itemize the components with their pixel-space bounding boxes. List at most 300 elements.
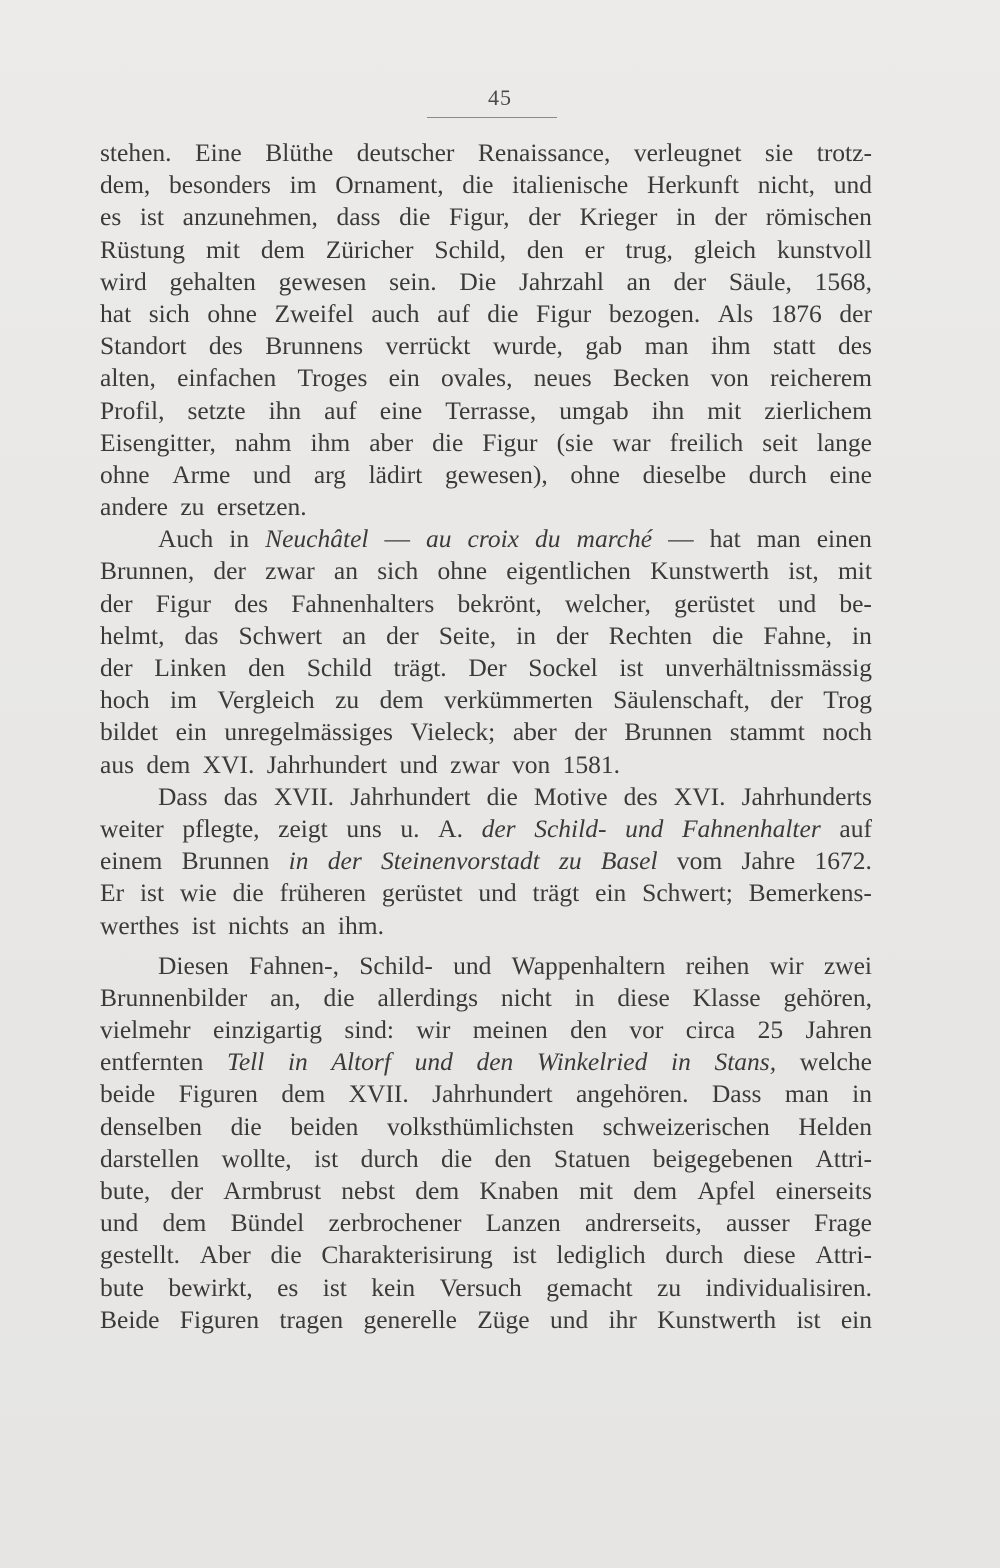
- word: Jahrzahl: [518, 266, 604, 296]
- word: ohne: [570, 459, 620, 489]
- word: angehören.: [575, 1079, 689, 1109]
- word: hat: [100, 298, 132, 328]
- text-line: [100, 555, 872, 587]
- word: ovales,: [440, 363, 513, 393]
- word: italienische: [512, 170, 629, 200]
- text-line: [100, 1272, 872, 1304]
- text-line: [100, 1175, 872, 1207]
- word: war: [612, 427, 651, 457]
- word: Brunnen: [181, 846, 270, 876]
- word: die: [270, 1240, 302, 1270]
- word: an: [333, 556, 358, 586]
- word: entfernten: [100, 1047, 204, 1077]
- word: in: [675, 202, 696, 232]
- text-line: [100, 620, 872, 652]
- word: zwar: [265, 556, 315, 586]
- word: und: [625, 813, 664, 843]
- word: XVII.: [348, 1079, 409, 1109]
- text-line: [100, 459, 872, 491]
- text-line: [100, 910, 872, 942]
- text-line: [100, 298, 872, 330]
- word: 1581.: [562, 749, 621, 779]
- word: Figur,: [448, 202, 510, 232]
- word: Rechten: [608, 620, 693, 650]
- word: ist: [796, 1304, 821, 1334]
- word: dem: [146, 749, 191, 779]
- word: Trog: [823, 685, 872, 715]
- word: zeigt: [278, 813, 328, 843]
- word: die: [462, 170, 494, 200]
- word: ihn: [651, 395, 685, 425]
- word: be-: [839, 588, 872, 618]
- word: —: [384, 524, 411, 554]
- word: die: [441, 1143, 473, 1173]
- word: Aber: [199, 1240, 251, 1270]
- word: Dass: [711, 1079, 762, 1109]
- word: dieselbe: [642, 459, 727, 489]
- word: ist: [139, 202, 164, 232]
- word: zierlichem: [764, 395, 872, 425]
- word: ihm: [710, 331, 751, 361]
- word: an,: [270, 982, 301, 1012]
- word: sie: [764, 138, 794, 167]
- word: Züricher: [325, 234, 414, 264]
- word: an: [342, 620, 367, 650]
- word: freilich: [669, 427, 744, 457]
- word: der: [574, 717, 607, 747]
- word: (sie: [556, 427, 594, 457]
- text-line: [100, 201, 872, 233]
- word: Figur: [536, 298, 592, 328]
- word: XVI.: [673, 781, 726, 811]
- word: Blüthe: [265, 138, 334, 167]
- word: gab: [585, 331, 623, 361]
- word: es: [100, 202, 122, 232]
- word: eine: [379, 395, 423, 425]
- word: Profil,: [100, 395, 165, 425]
- word: des: [623, 781, 658, 811]
- word: und: [478, 878, 517, 908]
- word: gleich: [693, 234, 757, 264]
- text-line: [100, 330, 872, 362]
- word: kein: [371, 1272, 416, 1302]
- word: deutscher: [356, 138, 455, 167]
- word: setzte: [187, 395, 246, 425]
- word: stehen.: [100, 138, 172, 167]
- word: Auch: [158, 524, 214, 554]
- word: Brunnenbilder: [100, 982, 248, 1012]
- word: wurde,: [492, 331, 563, 361]
- word: den: [526, 234, 564, 264]
- word: der: [100, 588, 133, 618]
- word: nicht: [500, 982, 552, 1012]
- text-line: [100, 1078, 872, 1110]
- word: Seite,: [438, 620, 497, 650]
- word: zwei: [823, 950, 872, 980]
- word: ein: [175, 717, 207, 747]
- word: sein.: [389, 266, 437, 296]
- word: ihr: [608, 1304, 637, 1334]
- word: Kunstwerth: [657, 1304, 777, 1334]
- word: hoch: [100, 685, 150, 715]
- text-line: [100, 1207, 872, 1239]
- word: auf: [324, 395, 357, 425]
- word: uns: [346, 813, 382, 843]
- word: Säulenschaft,: [613, 685, 750, 715]
- word: der: [386, 620, 419, 650]
- word: umgab: [559, 395, 629, 425]
- word: andrerseits,: [584, 1208, 702, 1238]
- text-line: [100, 1046, 872, 1078]
- word: den: [248, 653, 285, 682]
- word: dem: [379, 685, 424, 715]
- word: an: [301, 910, 326, 940]
- text-line: [100, 1304, 872, 1336]
- word: Altorf: [331, 1047, 391, 1077]
- word: bezogen.: [608, 298, 701, 328]
- word: Dass: [158, 781, 208, 811]
- text-line: [100, 950, 872, 982]
- word: von: [710, 363, 749, 393]
- word: welche: [799, 1047, 872, 1077]
- word: sich: [148, 298, 190, 328]
- text-line: [100, 716, 872, 748]
- word: mit: [707, 395, 742, 425]
- word: ist: [191, 910, 216, 940]
- body-text: [100, 137, 872, 1336]
- word: ohne: [437, 556, 488, 586]
- text-line: [100, 395, 872, 427]
- text-line: [100, 362, 872, 394]
- word: Basel: [600, 846, 658, 876]
- word: Jahrhundert: [350, 781, 471, 811]
- word: beigegebenen: [652, 1143, 793, 1173]
- word: durch: [748, 459, 807, 489]
- word: XVII.: [273, 781, 335, 811]
- word: ihn: [268, 395, 302, 425]
- word: zu: [558, 846, 582, 876]
- word: und: [399, 749, 438, 779]
- word: der: [100, 653, 133, 682]
- word: ein: [388, 363, 420, 393]
- word: gehalten: [169, 266, 256, 296]
- word: individualisiren.: [705, 1272, 872, 1302]
- word: der: [327, 846, 362, 876]
- word: gerüstet: [674, 588, 755, 618]
- word: Jahrhundert: [266, 749, 388, 779]
- text-line: [100, 652, 872, 684]
- text-line: [100, 427, 872, 459]
- word: Linken: [154, 653, 227, 682]
- word: man: [756, 524, 801, 554]
- word: der: [770, 685, 803, 715]
- word: Jahren: [805, 1015, 872, 1045]
- word: ersetzen.: [216, 492, 307, 522]
- word: dem: [162, 1208, 207, 1238]
- word: wird: [100, 266, 147, 296]
- word: Neuchâtel: [265, 524, 369, 554]
- word: diese: [617, 982, 670, 1012]
- word: schweizerischen: [602, 1111, 770, 1141]
- word: sich: [377, 556, 419, 586]
- word: und: [100, 1208, 139, 1238]
- word: es: [277, 1272, 299, 1302]
- word: das: [223, 781, 258, 811]
- word: aber: [369, 427, 414, 457]
- word: XVI.: [202, 749, 255, 779]
- word: 1672.: [814, 846, 872, 876]
- word: Eine: [195, 138, 242, 167]
- word: du: [535, 524, 561, 554]
- word: in: [516, 620, 536, 650]
- word: eine: [829, 459, 872, 489]
- word: der: [170, 1176, 204, 1205]
- word: Armbrust: [223, 1176, 322, 1205]
- word: früheren: [279, 878, 366, 908]
- paragraph: [100, 523, 872, 781]
- word: in: [288, 846, 309, 876]
- word: nahm: [234, 427, 292, 457]
- word: Herkunft: [646, 170, 739, 200]
- word: die: [432, 427, 464, 457]
- word: Züge: [477, 1304, 530, 1334]
- word: ist: [322, 1272, 347, 1302]
- word: beide: [100, 1079, 156, 1109]
- word: u.: [400, 813, 420, 843]
- word: Krieger: [579, 202, 658, 232]
- word: ohne: [100, 459, 150, 489]
- word: Fahne,: [763, 620, 833, 650]
- word: einen: [816, 524, 872, 554]
- word: andere: [100, 492, 168, 522]
- word: ist,: [788, 556, 819, 586]
- word: tragen: [279, 1304, 344, 1334]
- word: Der: [468, 653, 507, 682]
- word: dem: [260, 234, 305, 264]
- word: Tell: [226, 1047, 265, 1077]
- word: der: [528, 202, 561, 232]
- word: und: [549, 1304, 589, 1334]
- word: Helden: [798, 1111, 872, 1141]
- word: dem,: [100, 170, 151, 200]
- word: alten,: [100, 363, 156, 393]
- word: wir: [769, 950, 804, 980]
- word: zu: [335, 685, 360, 715]
- word: durch: [665, 1240, 724, 1270]
- word: croix: [467, 524, 519, 554]
- word: Arme: [172, 459, 231, 489]
- word: denselben: [100, 1111, 202, 1141]
- word: der: [213, 556, 246, 586]
- word: Schild,: [434, 234, 506, 264]
- word: zerbrochener: [328, 1208, 462, 1238]
- word: Charakterisirung: [321, 1240, 493, 1270]
- text-line: [100, 982, 872, 1014]
- word: helmt,: [100, 620, 165, 650]
- word: und: [833, 170, 872, 200]
- word: des: [234, 588, 269, 618]
- word: gehören,: [783, 982, 872, 1012]
- word: bewirkt,: [168, 1272, 253, 1302]
- word: Fahnenhalters: [291, 588, 435, 618]
- word: kunstvoll: [776, 234, 872, 264]
- word: Sockel: [528, 653, 598, 682]
- word: ein: [595, 878, 627, 908]
- word: trug,: [625, 234, 673, 264]
- word: und: [453, 950, 492, 980]
- word: Figur: [482, 427, 538, 457]
- word: ist: [314, 1143, 339, 1173]
- word: das: [184, 620, 219, 650]
- word: der: [714, 202, 748, 232]
- word: Lanzen: [485, 1208, 561, 1238]
- word: gewesen: [278, 266, 367, 296]
- word: bute,: [100, 1176, 151, 1205]
- text-line: [100, 137, 872, 169]
- word: Bündel: [230, 1208, 305, 1238]
- word: Motive: [533, 781, 608, 811]
- word: vielmehr: [100, 1015, 191, 1045]
- word: den: [476, 1047, 514, 1077]
- word: anzunehmen,: [182, 202, 318, 232]
- word: Stans,: [714, 1047, 777, 1077]
- word: der: [839, 298, 872, 328]
- word: Becken: [612, 363, 690, 393]
- word: Diesen: [158, 950, 229, 980]
- word: Eisengitter,: [100, 427, 216, 457]
- word: ist: [619, 653, 644, 682]
- text-line: [100, 1014, 872, 1046]
- word: allerdings: [377, 982, 479, 1012]
- word: und: [777, 588, 817, 618]
- word: dem: [281, 1079, 326, 1109]
- word: an: [626, 266, 651, 296]
- word: man: [644, 331, 689, 361]
- word: römischen: [765, 202, 872, 232]
- word: neues: [533, 363, 592, 393]
- word: gestellt.: [100, 1240, 181, 1270]
- word: dem: [415, 1176, 460, 1205]
- word: —: [668, 524, 694, 554]
- word: volksthümlichsten: [386, 1111, 574, 1141]
- paragraph: [100, 950, 872, 1336]
- page-number: 45: [488, 85, 512, 110]
- word: gemacht: [546, 1272, 633, 1302]
- word: einerseits: [775, 1176, 872, 1205]
- word: mit: [837, 556, 872, 586]
- word: mit: [578, 1176, 613, 1205]
- word: Vieleck;: [410, 717, 496, 747]
- word: er: [584, 234, 605, 264]
- word: und: [414, 1047, 453, 1077]
- word: Winkelried: [536, 1047, 648, 1077]
- word: Brunnens: [265, 331, 364, 361]
- word: hat: [709, 524, 741, 554]
- word: sind:: [344, 1015, 394, 1045]
- word: Schwert: [238, 620, 323, 650]
- word: aus: [100, 749, 134, 779]
- word: Schwert;: [642, 878, 733, 908]
- word: A.: [438, 813, 463, 843]
- word: die: [399, 202, 431, 232]
- word: Säule,: [728, 266, 792, 296]
- word: Knaben: [479, 1176, 559, 1205]
- word: Figuren: [178, 1079, 258, 1109]
- word: im: [170, 685, 197, 715]
- word: welcher,: [564, 588, 651, 618]
- word: Fahnenhalter: [681, 813, 821, 843]
- word: Wappenhaltern: [511, 950, 666, 980]
- word: durch: [360, 1143, 419, 1173]
- word: Renaissance,: [477, 138, 611, 167]
- word: beiden: [290, 1111, 359, 1141]
- word: man: [784, 1079, 829, 1109]
- word: bildet: [100, 717, 159, 747]
- word: darstellen: [100, 1143, 200, 1173]
- word: 25: [757, 1015, 784, 1045]
- word: des: [208, 331, 243, 361]
- word: im: [289, 170, 317, 200]
- word: einfachen: [177, 363, 277, 393]
- text-line: [100, 1111, 872, 1143]
- word: Schild-: [359, 950, 433, 980]
- word: ihm: [310, 427, 351, 457]
- word: trotz-: [816, 138, 872, 167]
- word: Fahnen-,: [249, 950, 339, 980]
- word: 1568,: [814, 266, 872, 296]
- word: lange: [816, 427, 872, 457]
- word: die: [230, 1111, 262, 1141]
- word: generelle: [363, 1304, 457, 1334]
- word: statt: [773, 331, 816, 361]
- text-line: [100, 588, 872, 620]
- word: circa: [685, 1015, 736, 1045]
- word: die: [323, 982, 355, 1012]
- text-line: [100, 169, 872, 201]
- word: und: [252, 459, 292, 489]
- word: reihen: [685, 950, 750, 980]
- word: die: [232, 878, 264, 908]
- text-line: [100, 781, 872, 813]
- word: reicherem: [770, 363, 872, 393]
- word: Jahrhundert: [432, 1079, 553, 1109]
- word: in: [574, 982, 595, 1012]
- word: wir: [416, 1015, 451, 1045]
- word: der: [673, 266, 707, 296]
- text-line: [100, 266, 872, 298]
- word: den: [494, 1143, 532, 1173]
- word: zwar: [450, 749, 500, 779]
- word: ohne: [207, 298, 257, 328]
- word: Versuch: [439, 1272, 522, 1302]
- word: ist: [512, 1240, 537, 1270]
- word: Brunnen,: [100, 556, 195, 586]
- word: au: [426, 524, 452, 554]
- word: in: [852, 1079, 872, 1109]
- word: zu: [180, 492, 205, 522]
- word: Schild: [306, 653, 372, 682]
- word: arg: [313, 459, 346, 489]
- word: dass: [336, 202, 381, 232]
- word: von: [512, 749, 551, 779]
- word: Er: [100, 878, 125, 908]
- word: auf: [437, 298, 470, 328]
- word: Zweifel: [274, 298, 354, 328]
- word: wie: [179, 878, 217, 908]
- text-line: [100, 749, 872, 781]
- word: vor: [629, 1015, 664, 1045]
- text-line: [100, 813, 872, 845]
